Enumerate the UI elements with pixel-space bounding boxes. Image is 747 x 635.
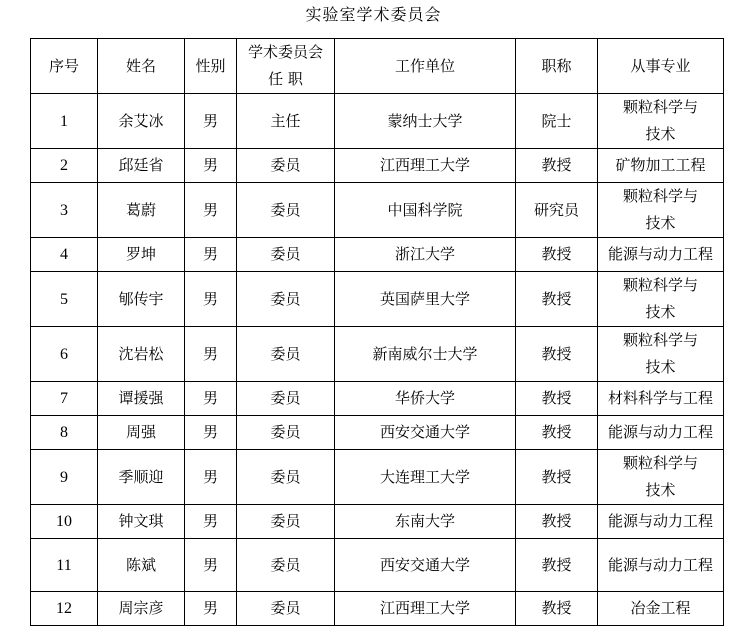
cell-unit: 江西理工大学 [335, 592, 516, 626]
table-row [31, 94, 724, 149]
cell-seq: 10 [31, 505, 98, 539]
cell-seq: 1 [31, 94, 98, 149]
cell-unit: 中国科学院 [335, 183, 516, 238]
cell-position: 委员 [237, 327, 335, 382]
cell-seq: 4 [31, 238, 98, 272]
header-position-line1: 学术委员会 [247, 43, 323, 61]
cell-rank: 教授 [516, 272, 598, 327]
cell-specialty-line1: 材料科学与工程 [607, 389, 713, 407]
cell-position: 委员 [237, 539, 335, 592]
cell-rank: 教授 [516, 592, 598, 626]
cell-specialty [598, 327, 724, 382]
cell-name: 季顺迎 [98, 450, 185, 505]
cell-position: 委员 [237, 382, 335, 416]
cell-gender: 男 [185, 382, 237, 416]
cell-position: 委员 [237, 149, 335, 183]
cell-specialty [598, 183, 724, 238]
cell-position: 委员 [237, 505, 335, 539]
cell-specialty [598, 450, 724, 505]
cell-seq: 8 [31, 416, 98, 450]
cell-specialty-line2: 技术 [645, 358, 676, 376]
cell-specialty-line1: 颗粒科学与 [622, 276, 698, 294]
cell-specialty-line2: 技术 [645, 214, 676, 232]
cell-gender: 男 [185, 94, 237, 149]
cell-gender: 男 [185, 539, 237, 592]
cell-unit: 蒙纳士大学 [335, 94, 516, 149]
cell-specialty [598, 416, 724, 450]
table-row [31, 238, 724, 272]
header-specialty: 从事专业 [598, 39, 724, 94]
cell-name: 余艾冰 [98, 94, 185, 149]
cell-specialty-line2: 技术 [645, 303, 676, 321]
cell-unit: 西安交通大学 [335, 539, 516, 592]
cell-rank: 教授 [516, 539, 598, 592]
cell-rank: 研究员 [516, 183, 598, 238]
cell-gender: 男 [185, 272, 237, 327]
cell-specialty [598, 539, 724, 592]
cell-specialty-line2: 技术 [645, 125, 676, 143]
cell-unit: 大连理工大学 [335, 450, 516, 505]
cell-specialty-line2: 技术 [645, 481, 676, 499]
cell-rank: 教授 [516, 382, 598, 416]
cell-specialty-line1: 颗粒科学与 [622, 187, 698, 205]
cell-position: 委员 [237, 272, 335, 327]
cell-seq: 6 [31, 327, 98, 382]
cell-specialty [598, 505, 724, 539]
cell-name: 周强 [98, 416, 185, 450]
header-position [237, 39, 335, 94]
committee-table [30, 38, 724, 626]
table-row [31, 149, 724, 183]
cell-specialty-line1: 能源与动力工程 [607, 423, 713, 441]
cell-gender: 男 [185, 416, 237, 450]
cell-specialty-line1: 颗粒科学与 [622, 331, 698, 349]
cell-position: 委员 [237, 450, 335, 505]
cell-gender: 男 [185, 149, 237, 183]
cell-unit: 西安交通大学 [335, 416, 516, 450]
cell-gender: 男 [185, 327, 237, 382]
cell-rank: 教授 [516, 327, 598, 382]
table-row [31, 592, 724, 626]
table-row [31, 450, 724, 505]
cell-specialty-line1: 能源与动力工程 [607, 555, 713, 574]
cell-rank: 教授 [516, 149, 598, 183]
cell-name: 郇传宇 [98, 272, 185, 327]
cell-unit: 东南大学 [335, 505, 516, 539]
cell-gender: 男 [185, 505, 237, 539]
header-unit: 工作单位 [335, 39, 516, 94]
cell-seq: 5 [31, 272, 98, 327]
cell-name: 钟文琪 [98, 505, 185, 539]
cell-seq: 9 [31, 450, 98, 505]
cell-rank: 教授 [516, 505, 598, 539]
table-row [31, 327, 724, 382]
cell-position: 委员 [237, 416, 335, 450]
cell-rank: 教授 [516, 238, 598, 272]
cell-specialty [598, 149, 724, 183]
table-row [31, 416, 724, 450]
cell-specialty [598, 272, 724, 327]
cell-specialty-line1: 能源与动力工程 [607, 245, 713, 263]
table-row [31, 183, 724, 238]
cell-gender: 男 [185, 450, 237, 505]
cell-unit: 华侨大学 [335, 382, 516, 416]
header-name: 姓名 [98, 39, 185, 94]
cell-seq: 2 [31, 149, 98, 183]
table-row [31, 539, 724, 592]
cell-position: 委员 [237, 238, 335, 272]
cell-rank: 教授 [516, 450, 598, 505]
cell-gender: 男 [185, 238, 237, 272]
cell-specialty-line1: 颗粒科学与 [622, 98, 698, 116]
cell-seq: 7 [31, 382, 98, 416]
cell-name: 邱廷省 [98, 149, 185, 183]
cell-unit: 英国萨里大学 [335, 272, 516, 327]
cell-name: 罗坤 [98, 238, 185, 272]
cell-unit: 新南威尔士大学 [335, 327, 516, 382]
cell-specialty [598, 382, 724, 416]
cell-name: 陈斌 [98, 539, 185, 592]
cell-name: 葛蔚 [98, 183, 185, 238]
cell-specialty [598, 238, 724, 272]
cell-seq: 11 [31, 539, 98, 592]
header-rank: 职称 [516, 39, 598, 94]
cell-seq: 3 [31, 183, 98, 238]
cell-name: 周宗彦 [98, 592, 185, 626]
cell-specialty [598, 94, 724, 149]
cell-seq: 12 [31, 592, 98, 626]
cell-gender: 男 [185, 592, 237, 626]
header-row [31, 39, 724, 94]
cell-position: 委员 [237, 592, 335, 626]
cell-specialty-line1: 能源与动力工程 [607, 512, 713, 530]
page-title: 实验室学术委员会 [305, 5, 442, 24]
cell-rank: 院士 [516, 94, 598, 149]
table-row [31, 382, 724, 416]
cell-specialty-line1: 冶金工程 [630, 599, 691, 617]
header-seq: 序号 [31, 39, 98, 94]
cell-position: 主任 [237, 94, 335, 149]
cell-name: 沈岩松 [98, 327, 185, 382]
cell-specialty-line1: 颗粒科学与 [622, 454, 698, 472]
header-gender: 性别 [185, 39, 237, 94]
cell-specialty [598, 592, 724, 626]
cell-gender: 男 [185, 183, 237, 238]
header-position-line2: 任 职 [268, 70, 303, 88]
cell-rank: 教授 [516, 416, 598, 450]
cell-name: 谭援强 [98, 382, 185, 416]
table-row [31, 272, 724, 327]
cell-position: 委员 [237, 183, 335, 238]
cell-unit: 江西理工大学 [335, 149, 516, 183]
cell-specialty-line1: 矿物加工工程 [615, 156, 706, 174]
table-row [31, 505, 724, 539]
cell-unit: 浙江大学 [335, 238, 516, 272]
